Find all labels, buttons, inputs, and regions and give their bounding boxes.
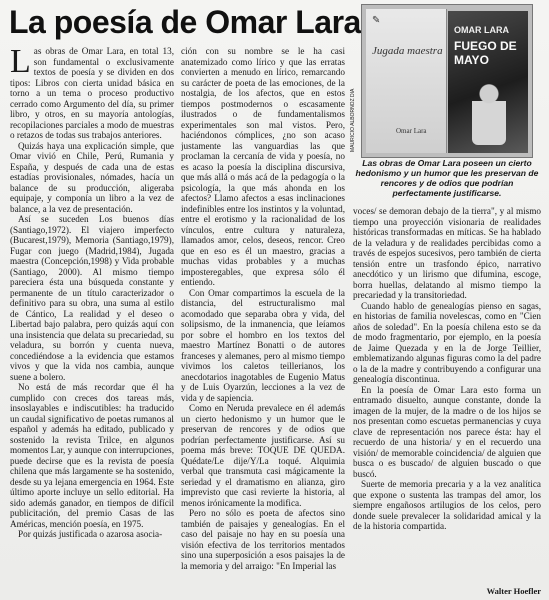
book-cover-jugada-maestra <box>366 9 447 153</box>
book-title: FUEGO DE MAYO <box>454 39 517 67</box>
book-cover-fuego-de-mayo <box>448 11 528 153</box>
publisher-logo-icon: ✎ <box>372 15 381 26</box>
article-column-2 <box>181 46 345 591</box>
paragraph: En la poesía de Omar Lara esto forma un entramado disuelto, aunque constante, donde la imagen de la mujer, de la madre o de los hijos se nos presentan como escuetas permanencias y cuya clave de representación nos parece ésta: hay el recuerdo de una historia/ y en el recuerdo una visión/ de memorable coincidencia/ de alguien que busca o es buscado/ de alguien buscado o que buscó. <box>353 384 541 479</box>
paragraph: Las obras de Omar Lara, en total 13, son fundamental o exclusivamente textos de poesía y se dividen en dos tipos: Libros con cierta unidad básica en torno a un tema o proceso productivo cerrado como Argumento del día, su primer libro, y otros, en su mayoría antologías, recopilaciones parciales a modo de muestras o retazos de todas sus trabajos anteriores. <box>10 46 174 140</box>
paragraph: Con Omar compartimos la escuela de la distancia, del estructuralismo mal acomodado que separaba obra y vida, del solipsismo, de la inmanencia, que leíamos por sobre el hombro en los textos del maestro Martínez Bonatti o de autores franceses y alemanes, pero al mismo tiempo vivimos los caletos teillerianos, los anecdotarios inagotables de Eugenio Matus y de Luis Oyarzún, lecciones a la vez de vida y de sapiencia. <box>181 287 345 403</box>
paragraph: No está de más recordar que él ha cumplido con creces dos tareas más, insoslayables e indiscutibles: ha traducido un caudal significativo de poetas rumanos al español y además ha editado, publicado y sostenido la revista Trilce, en algunos momentos Lar, y aunque con interrupciones, puede decirse que es la revista de poesía chilena que más largamente se ha sostenido, desde su ya lejana emergencia en 1964. Este último aporte incluye un sello editorial. Ha sido además ganador, en tiempos de difícil publicitación, del premio Casas de las Américas, mención poesía, en 1975. <box>10 382 174 529</box>
photo-credit: MAURICIO ALBORNOZ DIA <box>350 88 356 152</box>
paragraph: Pero no sólo es poeta de afectos sino también de paisajes y genealogías. En el caso del paisaje no hay en su poesía una visión efectiva de los territorios mentados sino una superposición a esos paisajes la de la memoria y del arraigo: "En Imperial las <box>181 508 345 571</box>
paragraph: Quizás haya una explicación simple, que Omar vivió en Chile, Perú, Rumania y España, y después de cada una de estas estadías provisionales, nómades, hacía un balance de su producción, aligeraba equipaje, y componía un libro a la vez de balance, a la vez de presentación. <box>10 140 174 214</box>
paragraph: Como en Neruda prevalece en él además un cierto hedonismo y un humor que le preservan de rencores y de odios que podrían perfectamente justificarse. Así su poema más breve: TOQUE DE QUEDA. Quédate/Le dije/Y/La toqué. Alquimia verbal que transmuta casi mágicamente la seriedad y el dramatismo en alianza, giro imprevisto que casi revierte la historia, al menos irónicamente la modifica. <box>181 403 345 508</box>
book-covers-photo <box>361 4 533 158</box>
article-column-3 <box>353 206 541 583</box>
paragraph: Cuando hablo de genealogías pienso en sagas, en historias de familia novelescas, como en "Cien años de soledad". En la poesía chilena esto se da de modo fragmentario, por ejemplo, en la poesía de Jaime Quezada y en la de Jorge Teillier, emblematizando algunas figuras como la del padre o la de la madre y contribuyendo a configurar una genealogía discontinua. <box>353 300 541 384</box>
article-column-1 <box>10 46 174 591</box>
author-credit: Walter Hoefler <box>486 586 541 596</box>
photo-caption: Las obras de Omar Lara poseen un cierto hedonismo y un humor que les preservan de rencores y de odios que podrían perfectamente justificarse. <box>355 158 539 198</box>
paragraph: Suerte de memoria precaria y a la vez analítica que expone o sustenta las trampas del amor, los siempre engañosos artilugios de los celos, pero donde suele prevalecer la solidaridad amical y la de la historia compartida. <box>353 479 541 531</box>
cover-figure-illustration <box>472 81 506 145</box>
drop-cap: L <box>10 46 31 80</box>
headline: La poesía de Omar Lara <box>9 4 361 40</box>
book-author: OMAR LARA <box>454 25 509 35</box>
book-author: Omar Lara <box>396 127 427 135</box>
book-title: Jugada maestra <box>372 45 443 57</box>
paragraph: Por quizás justificada o azarosa asocia- <box>18 529 163 539</box>
paragraph: voces/ se demoran debajo de la tierra", y al mismo tiempo una proyección visionaria de realidades históricas transformadas en míticas. Se ha hablado de la veladura y de realidades percibidas como a través de espejos sucesivos, pero también de cierta tensión entre un trasfondo épico, narrativo anecdótico y un lirismo que difumina, escoge, borra huellas, delatando al mismo tiempo la precariedad y la transitoriedad. <box>353 206 541 300</box>
paragraph: Así se suceden Los buenos días (Santiago,1972). El viajero imperfecto (Bucarest,1979), Memoria (Santiago,1979), Fugar con juego (Madrid,1984), Jugada maestra (Concepción,1998) y Vida probable (Santiago, 2000). Al mismo tiempo pareciera ésta una búsqueda constante y permanente de un título caracterizador o definitivo para su obra, una suma al estilo de Cántico, La realidad y el deseo o Libertad bajo palabra, pero quizás aquí con una insistencia que delata su precariedad, su veladura, su borrón y cuenta nueva, concediéndose a la evidencia que estamos vivos y que la vida nos cambia, aunque suene a bolero. <box>10 214 174 382</box>
paragraph: ción con su nombre se le ha casi anatemizado como lírico y que las erratas convierten a menudo en lírico, remarcando su carácter de poeta de las emociones, de la nostalgia, de los afectos, que en estos tiempos postmodernos o escasamente ilustrados o de fundamentalismos experimentales son mal vistos. Pero, haciéndonos cómplices, ¿no son acaso justamente las vanguardias las que proclaman la cercanía de vida y poesía, no es acaso la poesía la disciplina discursiva, que más allá o más acá de la pedagogía o la psicología, la que más ahonda en los afectos? Llamo afectos a esas inclinaciones indefinibles entre los instintos y la voluntad, entre el erotismo y la racionalidad de los vínculos, entre cultura y naturaleza, llamados amor, celos, deseos, rencor. Creo que en eso es él un maestro, gracias a muchas vidas probables y a muchas imposteregables, que expresa sólo él entiendo. <box>181 46 345 287</box>
